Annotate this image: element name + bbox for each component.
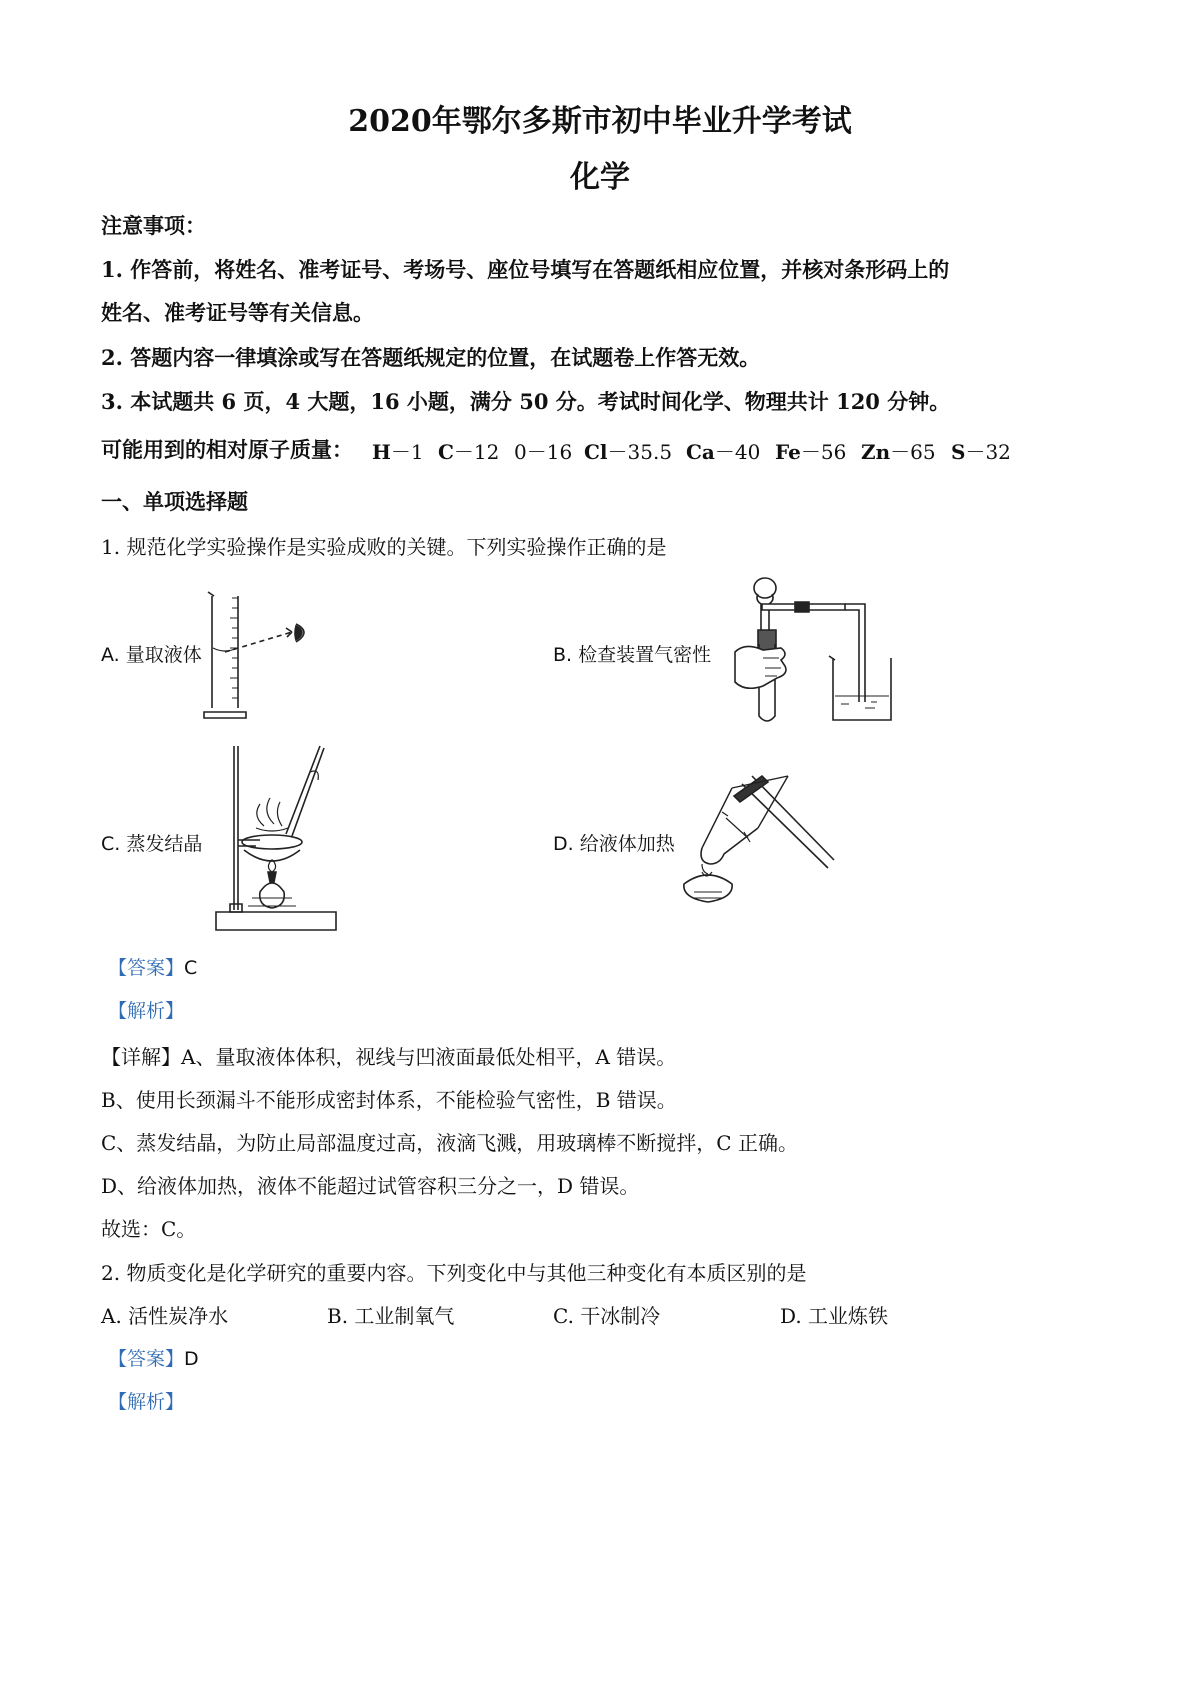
mass-el-ca: Ca (686, 440, 715, 464)
q2-answer-tag: 【答案】 (108, 1348, 185, 1370)
q1-answer (108, 953, 197, 980)
q1-detail-text-1: A、量取液体体积，视线与凹液面最低处相平，A 错误。 (181, 1045, 677, 1069)
evaporation-apparatus-figure (212, 742, 342, 937)
notice-heading: 注意事项： (101, 213, 206, 238)
mass-el-cl: Cl (584, 440, 608, 464)
mass-val-fe: －56 (800, 440, 847, 464)
section-1-heading: 一、单项选择题 (101, 489, 248, 514)
q1-detail-line-3: C、蒸发结晶，为防止局部温度过高，液滴飞溅，用玻璃棒不断搅拌，C 正确。 (101, 1131, 798, 1155)
q1-stem: 1. 规范化学实验操作是实验成败的关键。下列实验操作正确的是 (101, 535, 667, 559)
q2-option-c: C. 干冰制冷 (553, 1304, 661, 1328)
notice-item-1-line-1: 1. 作答前，将姓名、准考证号、考场号、座位号填写在答题纸相应位置，并核对条形码上的 (101, 257, 950, 282)
q1-option-a-label: A. 量取液体 (101, 644, 202, 666)
mass-val-cl: －35.5 (607, 440, 673, 464)
airtightness-apparatus-figure (715, 574, 900, 729)
notice-item-1-line-2: 姓名、准考证号等有关信息。 (101, 300, 374, 325)
mass-el-fe: Fe (775, 440, 801, 464)
heating-liquid-figure (672, 768, 842, 913)
q2-option-a: A. 活性炭净水 (101, 1304, 229, 1328)
q1-detail-tag: 【详解】 (101, 1045, 181, 1069)
q1-option-c-label: C. 蒸发结晶 (101, 833, 203, 855)
q1-answer-tag: 【答案】 (108, 957, 185, 979)
notice-item-2: 2. 答题内容一律填涂或写在答题纸规定的位置，在试题卷上作答无效。 (101, 345, 761, 370)
q1-detail-line-4: D、给液体加热，液体不能超过试管容积三分之一，D 错误。 (101, 1174, 640, 1198)
exam-title: 2020年鄂尔多斯市初中毕业升学考试 (348, 104, 852, 139)
mass-val-o: －16 (526, 440, 573, 464)
q2-stem: 2. 物质变化是化学研究的重要内容。下列变化中与其他三种变化有本质区别的是 (101, 1261, 807, 1285)
q2-analysis-tag: 【解析】 (108, 1391, 185, 1413)
q1-detail-line-1 (101, 1041, 676, 1070)
mass-val-zn: －65 (890, 440, 936, 464)
mass-el-zn: Zn (861, 440, 891, 464)
q2-answer-value: D (184, 1348, 199, 1370)
mass-val-ca: －40 (714, 440, 761, 464)
mass-val-h: －1 (390, 440, 424, 464)
mass-val-c: －12 (453, 440, 500, 464)
mass-val-s: －32 (965, 440, 1011, 464)
q1-detail-line-2: B、使用长颈漏斗不能形成密封体系，不能检验气密性，B 错误。 (101, 1088, 677, 1112)
mass-el-s: S (951, 440, 966, 464)
q1-option-d-label: D. 给液体加热 (553, 833, 675, 855)
atomic-masses-label: 可能用到的相对原子质量： (101, 437, 353, 462)
q2-option-b: B. 工业制氧气 (327, 1304, 455, 1328)
notice-item-3: 3. 本试题共 6 页，4 大题，16 小题，满分 50 分。考试时间化学、物理共计 120 分钟。 (101, 389, 951, 414)
mass-el-o: 0 (514, 440, 527, 464)
q1-analysis-tag: 【解析】 (108, 1000, 185, 1022)
graduated-cylinder-figure (200, 588, 330, 728)
mass-el-h: H (372, 440, 391, 464)
exam-subject: 化学 (570, 160, 630, 195)
q2-answer (108, 1344, 199, 1371)
q1-conclusion: 故选：C。 (101, 1217, 197, 1241)
q1-answer-value: C (184, 957, 198, 979)
mass-el-c: C (438, 440, 454, 464)
q1-option-b-label: B. 检查装置气密性 (553, 644, 712, 666)
q2-option-d: D. 工业炼铁 (780, 1304, 889, 1328)
